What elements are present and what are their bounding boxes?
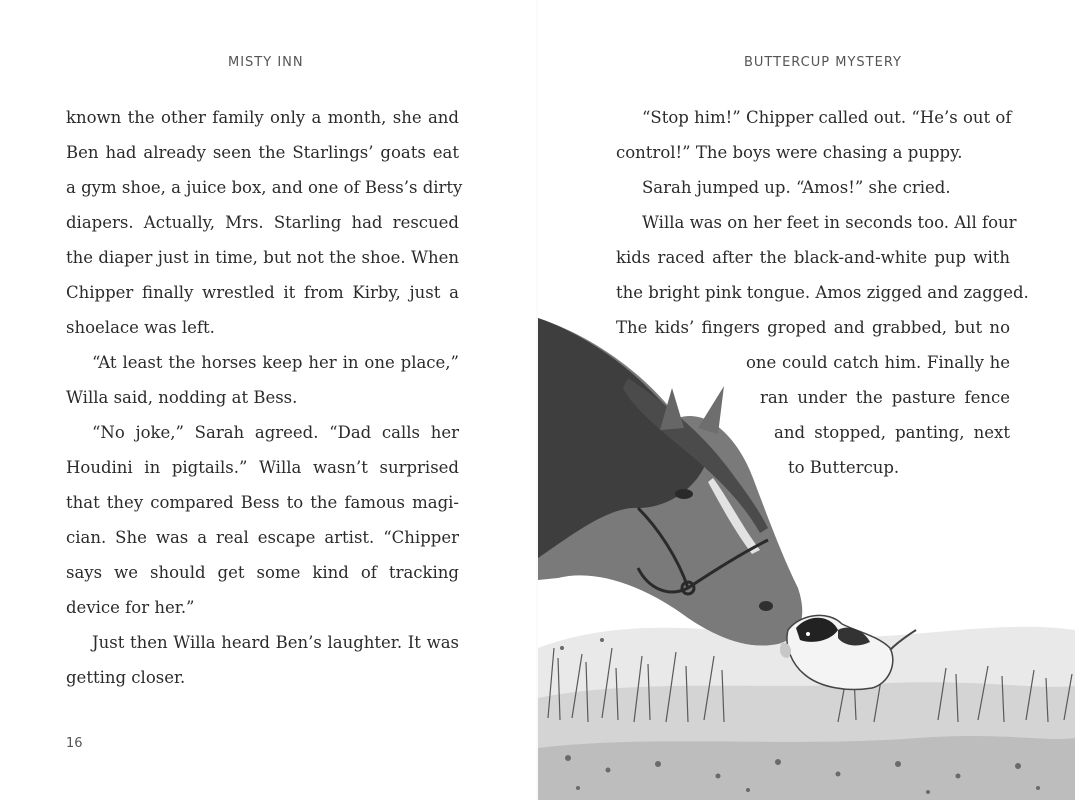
right-body-text xyxy=(616,100,1029,485)
text-line: one could catch him. Finally he xyxy=(746,353,1010,372)
text-line: Sarah jumped up. “Amos!” she cried. xyxy=(642,178,951,197)
running-header-right: BUTTERCUP MYSTERY xyxy=(744,55,902,70)
text-line: the bright pink tongue. Amos zigged and zagged. xyxy=(616,283,1029,302)
text-line: “At least the horses keep her in one place,” xyxy=(92,353,459,372)
text-line: and stopped, panting, next xyxy=(774,423,1010,442)
text-line: The kids’ fingers groped and grabbed, but no xyxy=(616,318,1010,337)
text-line: Ben had already seen the Starlings’ goats eat xyxy=(66,143,459,162)
text-line: “Stop him!” Chipper called out. “He’s out of xyxy=(642,108,1012,127)
right-page xyxy=(538,0,1075,800)
text-line: shoelace was left. xyxy=(66,318,215,337)
text-line: Chipper finally wrestled it from Kirby, just a xyxy=(66,283,459,302)
running-header-left: MISTY INN xyxy=(228,55,304,70)
text-line: Willa was on her feet in seconds too. All four xyxy=(642,213,1017,232)
text-line: Willa said, nodding at Bess. xyxy=(66,388,298,407)
text-line: the diaper just in time, but not the shoe. When xyxy=(66,248,459,267)
text-line: kids raced after the black-and-white pup with xyxy=(616,248,1010,267)
left-body-text xyxy=(66,100,463,695)
page-number: 16 xyxy=(66,736,83,751)
text-line: diapers. Actually, Mrs. Starling had rescued xyxy=(66,213,459,232)
text-line: getting closer. xyxy=(66,668,186,687)
left-page xyxy=(0,0,537,800)
text-line: a gym shoe, a juice box, and one of Bess’s dirty xyxy=(66,178,463,197)
text-line: ran under the pasture fence xyxy=(760,388,1010,407)
text-line: that they compared Bess to the famous magi- xyxy=(66,493,459,512)
text-line: cian. She was a real escape artist. “Chipper xyxy=(66,528,459,547)
text-line: to Buttercup. xyxy=(788,458,900,477)
text-line: known the other family only a month, she and xyxy=(66,108,459,127)
text-line: says we should get some kind of tracking xyxy=(66,563,459,582)
text-line: “No joke,” Sarah agreed. “Dad calls her xyxy=(92,423,459,442)
text-line: device for her.” xyxy=(66,598,195,617)
text-line: control!” The boys were chasing a puppy. xyxy=(616,143,963,162)
text-line: Just then Willa heard Ben’s laughter. It was xyxy=(92,633,459,652)
text-line: Houdini in pigtails.” Willa wasn’t surprised xyxy=(66,458,459,477)
